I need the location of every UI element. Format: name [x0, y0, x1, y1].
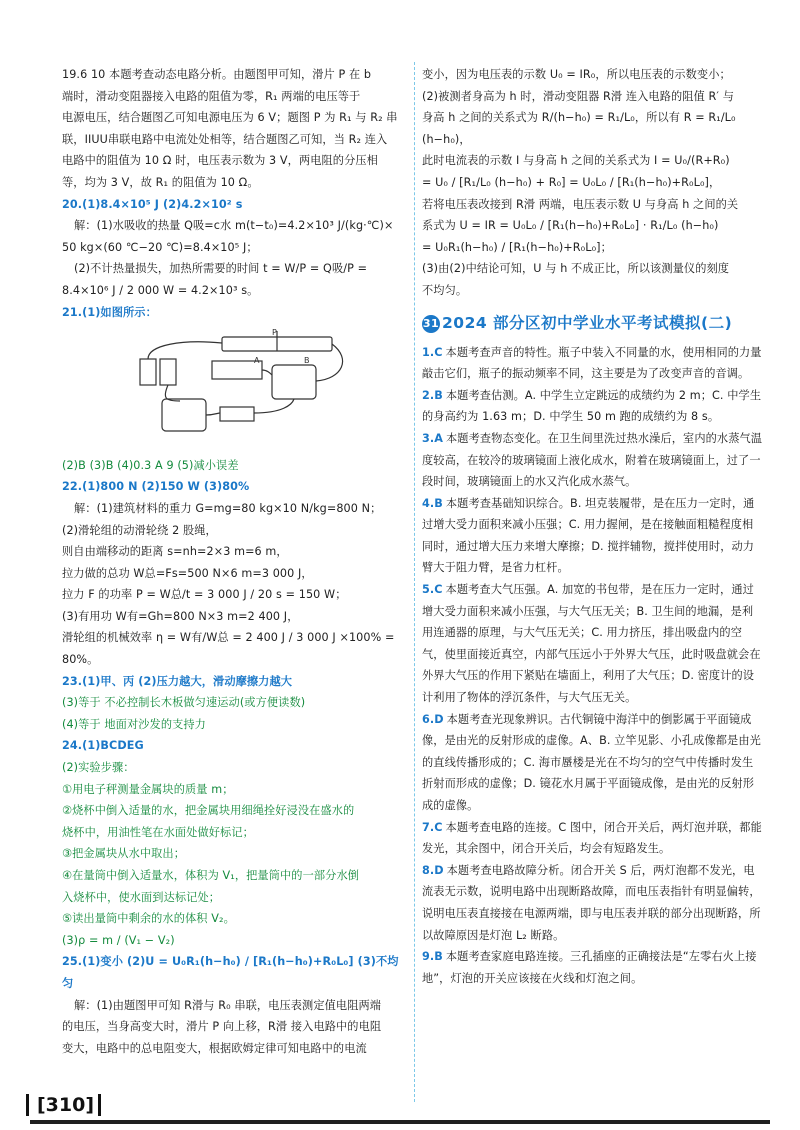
circuit-diagram: [122, 329, 382, 441]
q25-cont-line: (2)被测者身高为 h 时，滑动变阻器 R滑 连入电路的阻值 R′ 与: [422, 89, 734, 103]
q25-cont-line: 不均匀。: [422, 283, 468, 297]
q23-block: [62, 671, 408, 736]
q25-cont-line: 若将电压表改接到 R滑 两端，电压表示数 U 与身高 h 之间的关: [422, 197, 739, 211]
q24-line: ③把金属块从水中取出；: [62, 847, 186, 861]
answer-explanation: 本题考查声音的特性。瓶子中装入不同量的水，使用相同的力量敲击它们，瓶子的振动频率不同，这主要是为了改变声音的音调。: [422, 345, 762, 381]
page-number: [310]: [26, 1094, 101, 1116]
answer-item: [422, 342, 764, 385]
answer-key: 4.B: [422, 496, 443, 510]
q25-line: 解：(1)由题图甲可知 R滑与 R₀ 串联，电压表测定值电阻两端: [74, 998, 382, 1012]
q19-line: 电路中的阻值为 10 Ω 时，电压表示数为 3 V，两电阻的分压相: [62, 154, 378, 168]
ammeter: [162, 399, 206, 431]
answer-item: [422, 817, 764, 860]
answer-list: [422, 342, 764, 990]
left-column: [62, 64, 408, 1059]
answer-key: 8.D: [422, 863, 444, 877]
q19-line: 19.6 10 本题考查动态电路分析。由题图甲可知，滑片 P 在 b: [62, 68, 372, 81]
answer-key: 6.D: [422, 712, 444, 726]
answer-key: 9.B: [422, 950, 443, 964]
answer-key: 1.C: [422, 345, 443, 359]
q19-line: 联，IIUU串联电路中电流处处相等，结合题图乙可知，当 R₂ 连入: [62, 132, 388, 146]
svg-text:P: P: [272, 329, 277, 338]
q20-line: (2)不计热量损失，加热所需要的时间 t = W/P = Q吸/P =: [74, 262, 368, 276]
answer-item: [422, 428, 764, 493]
bottom-rule: [30, 1120, 770, 1124]
answer-explanation: 本题考查基础知识综合。B. 坦克装履带，是在压力一定时，通过增大受力面积来减小压强；C. 用力握闸，是在接触面粗糙程度相同时，通过增大压力来增大摩擦；D. 搅拌辅物，搅拌使用时，动力臂大于阻力臂，是省力杠杆。: [422, 496, 755, 575]
q22-line: 解：(1)建筑材料的重力 G=mg=80 kg×10 N/kg=800 N；: [74, 501, 382, 515]
q20-line: 50 kg×(60 ℃−20 ℃)=8.4×10⁵ J；: [62, 240, 258, 254]
q25-block: [62, 951, 408, 1059]
answer-item: [422, 579, 764, 709]
q24-line: ⑤读出量筒中剩余的水的体积 V₂。: [62, 912, 235, 926]
answer-item: [422, 385, 764, 428]
q23-line: 23.(1)甲、丙 (2)压力越大，滑动摩擦力越大: [62, 674, 293, 688]
q22-line: (2)滑轮组的动滑轮绕 2 股绳，: [62, 523, 217, 537]
battery-2: [160, 359, 176, 385]
answer-key: 7.C: [422, 820, 443, 834]
q25-answers: 25.(1)变小 (2)U = U₀R₁(h−h₀) / [R₁(h−h₀)+R₀L₀] (3)不均匀: [62, 955, 399, 990]
answer-item: [422, 860, 764, 946]
q25-continued: [422, 64, 764, 302]
q20-block: [62, 194, 408, 302]
q20-line: 解：(1)水吸收的热量 Q吸=c水 m(t−t₀)=4.2×10³ J/(kg·℃)×: [74, 219, 394, 233]
q24-line: 烧杯中，用油性笔在水面处做好标记；: [62, 825, 254, 839]
q24-line: 入烧杯中，使水面到达标记处；: [62, 890, 221, 904]
column-divider: [414, 62, 415, 1102]
q22-line: 滑轮组的机械效率 η = W有/W总 = 2 400 J / 3 000 J ×100% = 80%。: [62, 631, 395, 667]
q23-line: (3)等于 不必控制长木板做匀速运动(或方便读数): [62, 696, 306, 710]
q24-line: (3)ρ = m / (V₁ − V₂): [62, 933, 175, 947]
q24-line: 24.(1)BCDEG: [62, 739, 144, 753]
q19-line: 端时，滑动变阻器接入电路的阻值为零，R₁ 两端的电压等于: [62, 89, 361, 103]
q22-answers: 22.(1)800 N (2)150 W (3)80%: [62, 480, 250, 494]
q22-line: 拉力 F 的功率 P = W总/t = 3 000 J / 20 s = 150 W；: [62, 588, 347, 602]
answer-explanation: 本题考查家庭电路连接。三孔插座的正确接法是“左零右火上接地”，灯泡的开关应该接在火线和灯泡之间。: [422, 950, 757, 985]
q25-line: 变大，电路中的总电阻变大，根据欧姆定律可知电路中的电流: [62, 1041, 367, 1055]
q22-line: (3)有用功 W有=Gh=800 N×3 m=2 400 J，: [62, 609, 299, 623]
voltmeter: [272, 365, 316, 399]
q23-line: (4)等于 地面对沙发的支持力: [62, 717, 206, 731]
q25-line: 的电压，当身高变大时，滑片 P 向上移，R滑 接入电路中的电阻: [62, 1020, 382, 1034]
q25-cont-line: 系式为 U = IR = U₀L₀ / [R₁(h−h₀)+R₀L₀] · R₁/L₀ (h−h₀): [422, 219, 719, 233]
q19-line: 电源电压，结合题图乙可知电源电压为 6 V；题图 P 为 R₁ 与 R₂ 串: [62, 111, 398, 125]
q24-line: ②烧杯中倒入适量的水，把金属块用细绳拴好浸没在盛水的: [62, 804, 355, 818]
battery-1: [140, 359, 156, 385]
q25-cont-line: (3)由(2)中结论可知，U 与 h 不成正比，所以该测量仪的刻度: [422, 262, 730, 276]
q19-block: [62, 64, 408, 194]
answer-key: 2.B: [422, 388, 443, 402]
q25-cont-line: 变小，因为电压表的示数 U₀ = IR₀，所以电压表的示数变小；: [422, 68, 731, 81]
q25-cont-line: = U₀R₁(h−h₀) / [R₁(h−h₀)+R₀L₀]；: [422, 240, 612, 254]
answer-explanation: 本题考查大气压强。A. 加宽的书包带，是在压力一定时，通过增大受力面积来减小压强，与大气压无关；B. 卫生间的地漏，是利用连通器的原理，与大气压无关；C. 用力挤压，排出吸盘内的空气，使里面接近真空，内部气压远小于外界大气压，此时吸盘就会在外界大气压的作用下紧贴在墙面上，利用了大气压；D. 密度计的设计利用了物体的浮沉条件，与大气压无关。: [422, 583, 761, 705]
section-title-text: 2024 部分区初中学业水平考试模拟(二): [442, 313, 733, 332]
q20-line: 8.4×10⁶ J / 2 000 W = 4.2×10³ s。: [62, 283, 259, 297]
section-title: [422, 312, 764, 334]
q25-cont-line: = U₀ / [R₁/L₀ (h−h₀) + R₀] = U₀L₀ / [R₁(h−h₀)+R₀L₀]，: [422, 175, 721, 189]
switch: [220, 407, 254, 421]
q21-block: [62, 302, 408, 477]
answer-item: [422, 493, 764, 579]
q25-cont-line: 身高 h 之间的关系式为 R/(h−h₀) = R₁/L₀，所以有 R = R₁/L₀ (h−h₀)，: [422, 111, 736, 146]
q24-line: ④在量筒中倒入适量水，体积为 V₁，把量筒中的一部分水倒: [62, 869, 360, 882]
q24-block: [62, 735, 408, 951]
q24-line: ①用电子秤测量金属块的质量 m；: [62, 782, 234, 796]
answer-explanation: 本题考查物态变化。在卫生间里洗过热水澡后，室内的水蒸气温度较高，在较冷的玻璃镜面上液化成水，附着在玻璃镜面上，过了一段时间，玻璃镜面上的水又汽化成水蒸气。: [422, 431, 763, 489]
right-column: [422, 64, 764, 989]
q22-line: 拉力做的总功 W总=Fs=500 N×6 m=3 000 J，: [62, 566, 313, 580]
svg-text:A: A: [254, 356, 260, 366]
q22-block: [62, 476, 408, 670]
answer-key: 5.C: [422, 583, 443, 597]
answer-explanation: 本题考查电路的连接。C 图中，闭合开关后，两灯泡并联，都能发光，其余图中，闭合开关后，均会有短路发生。: [422, 820, 762, 856]
q20-answers: 20.(1)8.4×10⁵ J (2)4.2×10² s: [62, 197, 243, 211]
q21-head: 21.(1)如图所示：: [62, 305, 157, 319]
answer-explanation: 本题考查估测。A. 中学生立定跳远的成绩约为 2 m；C. 中学生的身高约为 1.63 m；D. 中学生 50 m 跑的成绩约为 8 s。: [422, 388, 762, 424]
svg-text:B: B: [304, 356, 310, 366]
q19-line: 等，均为 3 V，故 R₁ 的阻值为 10 Ω。: [62, 175, 259, 189]
q21-tail: (2)B (3)B (4)0.3 A 9 (5)减小误差: [62, 458, 239, 472]
answer-item: [422, 946, 764, 989]
answer-explanation: 本题考查电路故障分析。闭合开关 S 后，两灯泡都不发光，电流表无示数，说明电路中出现断路故障，而电压表指针有明显偏转，说明电压表直接接在电源两端，即与电压表并联的部分出现断路，所以故障原因是灯泡 L₂ 断路。: [422, 863, 761, 942]
q25-cont-line: 此时电流表的示数 I 与身高 h 之间的关系式为 I = U₀/(R+R₀): [422, 154, 730, 168]
answer-item: [422, 709, 764, 817]
answer-explanation: 本题考查光现象辨识。古代铜镜中海洋中的倒影属于平面镜成像，是由光的反射形成的虚像。A、B. 立竿见影、小孔成像都是由光的直线传播形成的；C. 海市蜃楼是光在不均匀的空气中传播时发生折射而形成的虚像；D. 镜花水月属于平面镜成像，是由光的反射形成的虚像。: [422, 712, 761, 812]
q22-line: 则自由端移动的距离 s=nh=2×3 m=6 m，: [62, 545, 288, 559]
answer-key: 3.A: [422, 431, 443, 445]
section-number-badge: 31: [422, 315, 440, 333]
q24-line: (2)实验步骤：: [62, 761, 135, 775]
